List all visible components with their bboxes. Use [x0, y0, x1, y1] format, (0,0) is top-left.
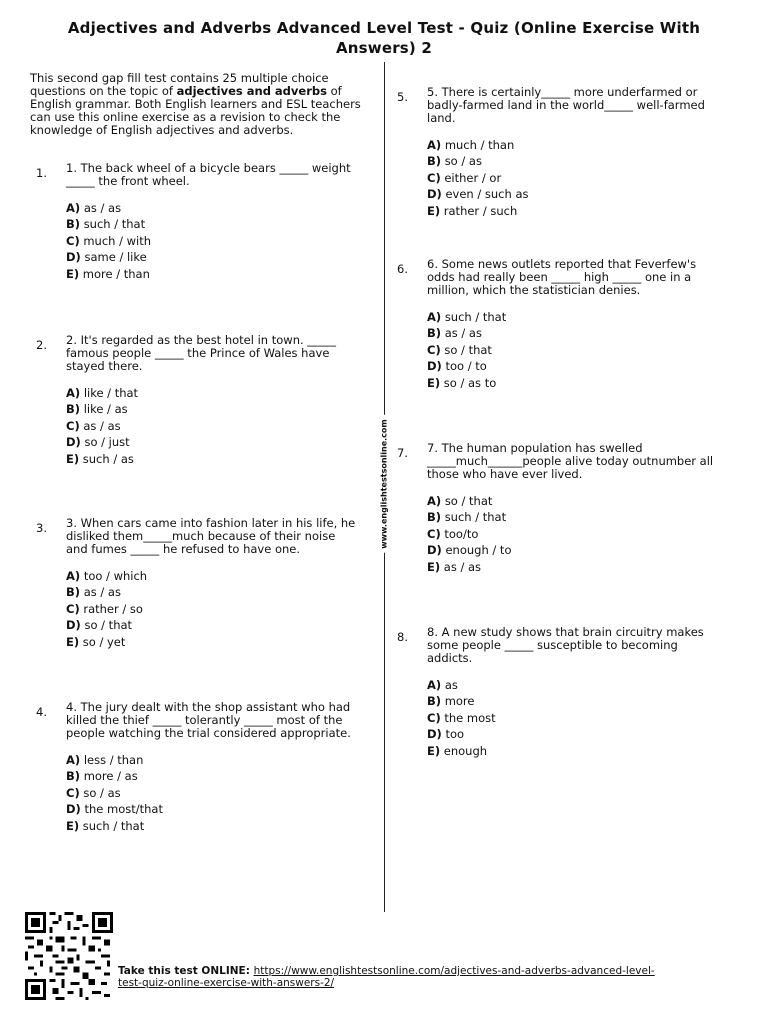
option-letter: B) — [427, 694, 442, 709]
option-text: rather / such — [443, 203, 518, 218]
option-letter: C) — [66, 418, 80, 433]
option-text: like / as — [83, 402, 128, 417]
option-text: so / just — [84, 435, 130, 450]
option-letter: B) — [427, 326, 442, 341]
option-text: much / than — [444, 138, 515, 152]
option-text: too — [445, 727, 465, 742]
option-d[interactable] — [66, 434, 356, 450]
option-e[interactable] — [66, 451, 356, 467]
option-letter: B) — [66, 217, 81, 232]
option-b[interactable] — [66, 401, 356, 417]
options-list — [66, 385, 356, 467]
option-letter: E) — [427, 743, 441, 758]
option-e[interactable] — [66, 266, 356, 282]
intro-text-before: This second gap fill test contains 25 multiple choice questions on the topic of — [30, 71, 329, 98]
footer-link-block — [118, 965, 678, 989]
option-letter: A) — [66, 753, 81, 767]
option-letter: E) — [66, 451, 80, 466]
option-letter: C) — [66, 785, 80, 800]
question-5 — [397, 86, 717, 219]
option-text: so / that — [84, 618, 133, 633]
option-text: too / to — [445, 359, 487, 374]
option-c[interactable] — [427, 710, 717, 726]
option-text: so / as — [83, 785, 121, 800]
qr-code[interactable] — [25, 912, 113, 1000]
question-text: 7. The human population has swelled _____much______people alive today outnumber all those who have ever lived. — [427, 441, 714, 481]
option-letter: C) — [66, 601, 80, 616]
option-d[interactable] — [427, 542, 717, 558]
question-3 — [36, 517, 356, 650]
option-letter: C) — [427, 342, 441, 357]
option-letter: E) — [427, 559, 441, 574]
option-text: either / or — [444, 170, 502, 185]
option-text: as / as — [444, 326, 482, 341]
question-text: 2. It's regarded as the best hotel in town. _____ famous people _____ the Prince of Wales have stayed there. — [66, 333, 337, 373]
question-2 — [36, 334, 356, 467]
question-text: 1. The back wheel of a bicycle bears _____ weight _____ the front wheel. — [66, 161, 351, 188]
option-letter: D) — [427, 359, 442, 374]
test-online-link[interactable]: https://www.englishtestsonline.com/adjectives-and-adverbs-advanced-level-test-quiz-online-exercise-with-answers-2/ — [118, 965, 655, 989]
option-letter: A) — [66, 569, 81, 583]
option-d[interactable] — [66, 617, 356, 633]
option-letter: A) — [427, 494, 442, 508]
question-7 — [397, 442, 717, 575]
option-letter: B) — [66, 402, 81, 417]
question-number: 5. — [397, 90, 408, 104]
question-text: 4. The jury dealt with the shop assistant who had killed the thief _____ tolerantly _____ most of the people watching the trial considered appropriate. — [66, 700, 351, 740]
option-letter: E) — [66, 266, 80, 281]
option-text: the most/that — [84, 802, 163, 817]
option-text: much / with — [83, 233, 152, 248]
option-a[interactable] — [66, 752, 356, 768]
option-e[interactable] — [427, 559, 717, 575]
option-text: so / that — [444, 494, 493, 508]
question-text: 3. When cars came into fashion later in his life, he disliked them_____much because of their noise and fumes _____ he refused to have one. — [66, 516, 356, 556]
option-letter: B) — [66, 585, 81, 600]
option-d[interactable] — [66, 801, 356, 817]
option-letter: D) — [427, 187, 442, 202]
option-letter: D) — [66, 250, 81, 265]
intro-text-bold: adjectives and adverbs — [176, 84, 327, 98]
option-b[interactable] — [427, 509, 717, 525]
page-title: Adjectives and Adverbs Advanced Level Test - Quiz (Online Exercise With Answers) 2 — [67, 19, 701, 57]
option-text: such / that — [82, 818, 145, 833]
option-letter: D) — [66, 802, 81, 817]
option-a[interactable] — [427, 137, 717, 153]
option-letter: D) — [427, 727, 442, 742]
option-a[interactable] — [66, 200, 356, 216]
question-1 — [36, 162, 356, 282]
option-a[interactable] — [427, 677, 717, 693]
option-letter: A) — [66, 386, 81, 400]
option-c[interactable] — [66, 601, 356, 617]
intro-text-after: of English grammar. Both English learners and ESL teachers can use this online exercise as a revision to check the knowledge of English adjectives and adverbs. — [30, 84, 361, 137]
option-e[interactable] — [427, 203, 717, 219]
option-b[interactable] — [427, 325, 717, 341]
footer-lead: Take this test ONLINE: — [118, 965, 254, 977]
option-text: such / as — [82, 451, 134, 466]
option-letter: B) — [427, 154, 442, 169]
question-text: 5. There is certainly_____ more underfarmed or badly-farmed land in the world_____ well-farmed land. — [427, 85, 705, 125]
option-text: even / such as — [445, 187, 529, 202]
option-text: rather / so — [83, 601, 143, 616]
option-text: less / than — [83, 753, 144, 767]
options-list — [427, 677, 717, 759]
option-letter: D) — [66, 435, 81, 450]
option-text: more / as — [83, 769, 138, 784]
options-list — [66, 568, 356, 650]
option-text: such / that — [444, 310, 507, 324]
option-e[interactable] — [427, 375, 717, 391]
option-b[interactable] — [66, 584, 356, 600]
question-number: 2. — [36, 338, 47, 352]
option-c[interactable] — [427, 170, 717, 186]
option-text: as / as — [83, 585, 121, 600]
vertical-site-label: www.englishtestsonline.com — [380, 415, 389, 553]
option-text: as / as — [83, 418, 121, 433]
options-list — [427, 493, 717, 575]
option-letter: E) — [427, 203, 441, 218]
option-c[interactable] — [66, 418, 356, 434]
option-letter: A) — [427, 678, 442, 692]
option-letter: D) — [66, 618, 81, 633]
option-text: like / that — [83, 386, 139, 400]
option-letter: A) — [427, 310, 442, 324]
option-text: so / as to — [443, 375, 497, 390]
options-list — [66, 200, 356, 282]
option-text: more — [444, 694, 475, 709]
question-number: 3. — [36, 521, 47, 535]
option-c[interactable] — [66, 233, 356, 249]
intro-paragraph — [30, 72, 370, 137]
option-text: so / as — [444, 154, 482, 169]
option-letter: B) — [427, 510, 442, 525]
option-b[interactable] — [427, 153, 717, 169]
option-c[interactable] — [66, 785, 356, 801]
option-letter: A) — [66, 201, 81, 215]
option-e[interactable] — [66, 818, 356, 834]
option-a[interactable] — [66, 568, 356, 584]
option-e[interactable] — [66, 634, 356, 650]
option-text: such / that — [83, 217, 146, 232]
option-letter: B) — [66, 769, 81, 784]
option-text: such / that — [444, 510, 507, 525]
options-list — [427, 309, 717, 391]
option-text: enough / to — [445, 543, 512, 558]
option-letter: A) — [427, 138, 442, 152]
option-letter: C) — [66, 233, 80, 248]
question-number: 1. — [36, 166, 47, 180]
option-letter: E) — [66, 634, 80, 649]
option-b[interactable] — [66, 768, 356, 784]
option-c[interactable] — [427, 342, 717, 358]
option-letter: E) — [66, 818, 80, 833]
options-list — [66, 752, 356, 834]
option-text: as / as — [443, 559, 482, 574]
question-text: 6. Some news outlets reported that Feverfew's odds had really been _____ high _____ one in a million, which the statistician denies. — [427, 257, 697, 297]
option-letter: D) — [427, 543, 442, 558]
option-d[interactable] — [66, 249, 356, 265]
option-text: more / than — [82, 266, 150, 281]
option-text: enough — [443, 743, 488, 758]
option-text: too/to — [444, 526, 479, 541]
question-number: 6. — [397, 262, 408, 276]
question-number: 7. — [397, 446, 408, 460]
option-letter: C) — [427, 526, 441, 541]
question-4 — [36, 701, 356, 834]
options-list — [427, 137, 717, 219]
question-text: 8. A new study shows that brain circuitry makes some people _____ susceptible to becoming addicts. — [427, 625, 704, 665]
option-text: the most — [444, 710, 496, 725]
option-d[interactable] — [427, 186, 717, 202]
option-b[interactable] — [427, 693, 717, 709]
option-text: as — [444, 678, 458, 692]
option-letter: E) — [427, 375, 441, 390]
option-a[interactable] — [66, 385, 356, 401]
option-d[interactable] — [427, 358, 717, 374]
option-text: as / as — [83, 201, 122, 215]
option-a[interactable] — [427, 493, 717, 509]
question-number: 4. — [36, 705, 47, 719]
question-6 — [397, 258, 717, 391]
option-text: same / like — [84, 250, 147, 265]
question-8 — [397, 626, 717, 759]
option-letter: C) — [427, 170, 441, 185]
question-number: 8. — [397, 630, 408, 644]
option-text: so / that — [444, 342, 492, 357]
option-c[interactable] — [427, 526, 717, 542]
option-e[interactable] — [427, 743, 717, 759]
option-a[interactable] — [427, 309, 717, 325]
option-text: too / which — [83, 569, 148, 583]
option-letter: C) — [427, 710, 441, 725]
option-text: so / yet — [82, 634, 126, 649]
option-b[interactable] — [66, 216, 356, 232]
option-d[interactable] — [427, 726, 717, 742]
